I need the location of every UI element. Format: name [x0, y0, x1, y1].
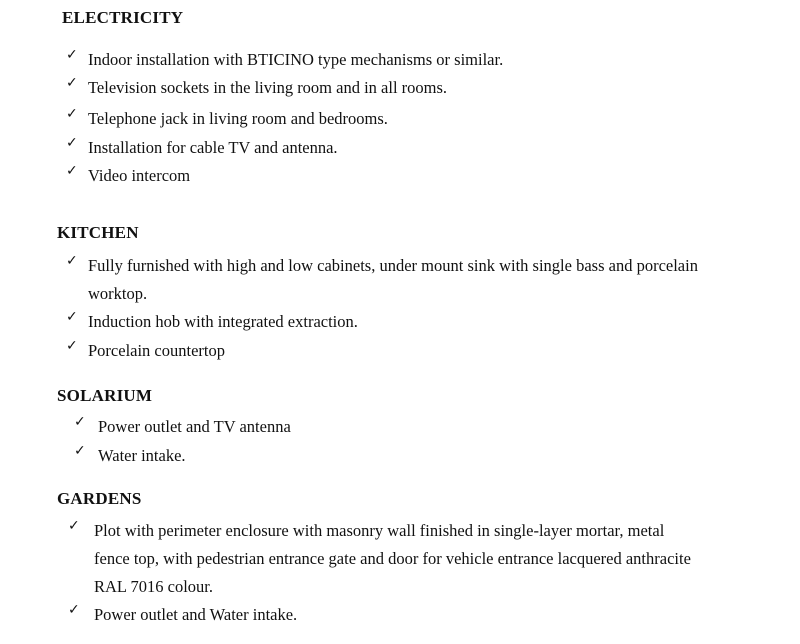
- checkmark-icon: ✓: [74, 414, 86, 430]
- checkmark-icon: ✓: [66, 47, 78, 63]
- list-item-text: Telephone jack in living room and bedrooms.: [88, 109, 388, 128]
- section-heading-solarium: SOLARIUM: [57, 386, 153, 405]
- checkmark-icon: ✓: [66, 253, 78, 269]
- list-item-text: Plot with perimeter enclosure with masonry wall finished in single-layer mortar, metal: [94, 521, 665, 540]
- checkmark-icon: ✓: [66, 309, 78, 325]
- checkmark-icon: ✓: [66, 106, 78, 122]
- checkmark-icon: ✓: [74, 443, 86, 459]
- checkmark-icon: ✓: [66, 163, 78, 179]
- section-heading-electricity: ELECTRICITY: [62, 8, 184, 27]
- list-item-text: Induction hob with integrated extraction.: [88, 312, 358, 331]
- checkmark-icon: ✓: [68, 602, 80, 618]
- list-item-text-continued: RAL 7016 colour.: [94, 577, 214, 596]
- list-item-text-continued: fence top, with pedestrian entrance gate and door for vehicle entrance lacquered anthracite: [94, 549, 691, 568]
- list-item-text: Power outlet and Water intake.: [94, 605, 298, 624]
- list-item-text: Video intercom: [88, 166, 191, 185]
- list-item-text: Television sockets in the living room and in all rooms.: [88, 78, 448, 97]
- list-item-text: Indoor installation with BTICINO type mechanisms or similar.: [88, 50, 504, 69]
- list-item-text: Fully furnished with high and low cabinets, under mount sink with single bass and porcelain: [88, 256, 698, 275]
- checkmark-icon: ✓: [66, 338, 78, 354]
- checkmark-icon: ✓: [68, 518, 80, 534]
- list-item-text: Installation for cable TV and antenna.: [88, 138, 338, 157]
- list-item-text-continued: worktop.: [88, 284, 148, 303]
- list-item-text: Porcelain countertop: [88, 341, 225, 360]
- checkmark-icon: ✓: [66, 75, 78, 91]
- checkmark-icon: ✓: [66, 135, 78, 151]
- section-heading-kitchen: KITCHEN: [57, 223, 139, 242]
- list-item-text: Power outlet and TV antenna: [98, 417, 291, 436]
- section-heading-gardens: GARDENS: [57, 489, 142, 508]
- list-item-text: Water intake.: [98, 446, 186, 465]
